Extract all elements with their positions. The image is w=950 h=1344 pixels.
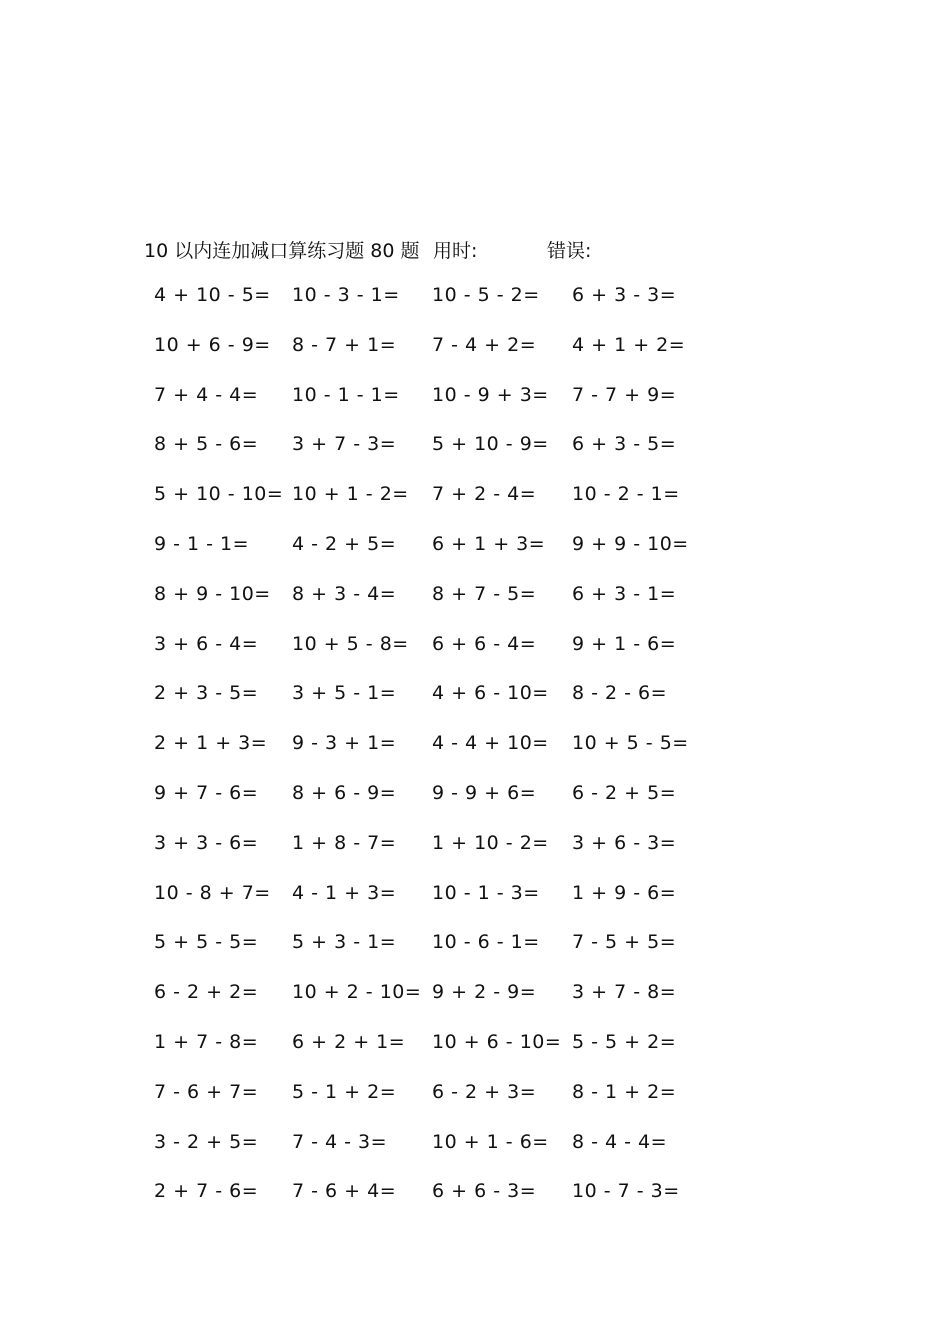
problem-item: 3 + 5 - 1= xyxy=(292,682,397,705)
problem-item: 7 - 6 + 4= xyxy=(292,1180,397,1203)
problem-item: 10 + 6 - 9= xyxy=(154,333,271,356)
problem-row xyxy=(140,384,700,434)
problem-item: 2 + 1 + 3= xyxy=(154,732,268,755)
problem-item: 6 + 3 - 5= xyxy=(572,433,677,456)
problem-item: 10 - 6 - 1= xyxy=(432,931,540,954)
problem-row xyxy=(140,334,700,384)
problem-item: 7 + 4 - 4= xyxy=(154,383,259,406)
problem-item: 6 + 1 + 3= xyxy=(432,532,546,555)
problem-row xyxy=(140,583,700,633)
problem-row xyxy=(140,832,700,882)
problem-item: 9 + 7 - 6= xyxy=(154,781,259,804)
problem-item: 1 + 8 - 7= xyxy=(292,831,397,854)
problem-item: 3 + 6 - 3= xyxy=(572,831,677,854)
problem-item: 7 + 2 - 4= xyxy=(432,483,537,506)
problem-item: 10 + 5 - 8= xyxy=(292,632,409,655)
problem-item: 2 + 3 - 5= xyxy=(154,682,259,705)
problem-item: 9 - 9 + 6= xyxy=(432,781,537,804)
problem-item: 1 + 10 - 2= xyxy=(432,831,549,854)
problem-item: 10 + 5 - 5= xyxy=(572,732,689,755)
problem-row xyxy=(140,483,700,533)
problem-item: 9 + 1 - 6= xyxy=(572,632,677,655)
problem-row xyxy=(140,931,700,981)
problem-item: 5 + 5 - 5= xyxy=(154,931,259,954)
problem-item: 8 - 1 + 2= xyxy=(572,1080,677,1103)
problem-row xyxy=(140,732,700,782)
problem-item: 4 + 1 + 2= xyxy=(572,333,686,356)
problem-item: 6 + 3 - 1= xyxy=(572,582,677,605)
problem-item: 9 - 1 - 1= xyxy=(154,532,250,555)
problem-item: 1 + 9 - 6= xyxy=(572,881,677,904)
problem-item: 8 + 6 - 9= xyxy=(292,781,397,804)
problem-item: 10 - 2 - 1= xyxy=(572,483,680,506)
problem-item: 6 - 2 + 2= xyxy=(154,981,259,1004)
problem-item: 6 + 6 - 3= xyxy=(432,1180,537,1203)
problem-item: 8 + 9 - 10= xyxy=(154,582,271,605)
problem-row xyxy=(140,1031,700,1081)
problem-item: 9 - 3 + 1= xyxy=(292,732,397,755)
problem-item: 10 + 1 - 2= xyxy=(292,483,409,506)
problem-item: 7 - 7 + 9= xyxy=(572,383,677,406)
problem-row xyxy=(140,682,700,732)
problem-item: 5 + 3 - 1= xyxy=(292,931,397,954)
problem-item: 7 - 4 - 3= xyxy=(292,1130,388,1153)
problem-item: 6 + 3 - 3= xyxy=(572,284,677,306)
problem-item: 6 + 2 + 1= xyxy=(292,1030,406,1053)
problem-item: 3 - 2 + 5= xyxy=(154,1130,259,1153)
problem-item: 5 + 10 - 9= xyxy=(432,433,549,456)
problem-row xyxy=(140,533,700,583)
problem-item: 6 - 2 + 5= xyxy=(572,781,677,804)
problem-grid xyxy=(140,284,700,1230)
problem-item: 4 - 2 + 5= xyxy=(292,532,397,555)
problem-item: 10 - 5 - 2= xyxy=(432,284,540,306)
problem-item: 10 - 3 - 1= xyxy=(292,284,400,306)
problem-item: 4 + 10 - 5= xyxy=(154,284,271,306)
problem-item: 3 + 7 - 8= xyxy=(572,981,677,1004)
problem-item: 1 + 7 - 8= xyxy=(154,1030,259,1053)
problem-item: 8 - 2 - 6= xyxy=(572,682,668,705)
problem-row xyxy=(140,1180,700,1230)
problem-item: 3 + 6 - 4= xyxy=(154,632,259,655)
problem-item: 10 - 7 - 3= xyxy=(572,1180,680,1203)
problem-item: 6 - 2 + 3= xyxy=(432,1080,537,1103)
problem-row xyxy=(140,1131,700,1181)
time-label: 用时: xyxy=(433,240,478,262)
problem-item: 4 + 6 - 10= xyxy=(432,682,549,705)
problem-item: 10 - 1 - 1= xyxy=(292,383,400,406)
problem-row xyxy=(140,284,700,334)
problem-item: 8 - 4 - 4= xyxy=(572,1130,668,1153)
problem-item: 10 + 2 - 10= xyxy=(292,981,422,1004)
problem-row xyxy=(140,433,700,483)
problem-row xyxy=(140,782,700,832)
problem-item: 2 + 7 - 6= xyxy=(154,1180,259,1203)
worksheet-header xyxy=(144,236,784,266)
problem-item: 10 - 8 + 7= xyxy=(154,881,271,904)
problem-row xyxy=(140,633,700,683)
problem-item: 5 - 1 + 2= xyxy=(292,1080,397,1103)
problem-item: 8 + 5 - 6= xyxy=(154,433,259,456)
errors-label: 错误: xyxy=(547,240,592,262)
problem-item: 10 - 1 - 3= xyxy=(432,881,540,904)
problem-item: 4 - 4 + 10= xyxy=(432,732,549,755)
problem-item: 8 - 7 + 1= xyxy=(292,333,397,356)
problem-item: 10 + 1 - 6= xyxy=(432,1130,549,1153)
problem-item: 3 + 3 - 6= xyxy=(154,831,259,854)
problem-item: 4 - 1 + 3= xyxy=(292,881,397,904)
problem-item: 7 - 4 + 2= xyxy=(432,333,537,356)
problem-item: 9 + 2 - 9= xyxy=(432,981,537,1004)
problem-item: 5 - 5 + 2= xyxy=(572,1030,677,1053)
problem-row xyxy=(140,882,700,932)
problem-row xyxy=(140,981,700,1031)
worksheet-title: 10 以内连加减口算练习题 80 题 xyxy=(144,240,420,262)
problem-item: 7 - 5 + 5= xyxy=(572,931,677,954)
problem-item: 7 - 6 + 7= xyxy=(154,1080,259,1103)
problem-item: 10 + 6 - 10= xyxy=(432,1030,562,1053)
problem-item: 10 - 9 + 3= xyxy=(432,383,549,406)
problem-row xyxy=(140,1081,700,1131)
problem-item: 8 + 7 - 5= xyxy=(432,582,537,605)
problem-item: 5 + 10 - 10= xyxy=(154,483,284,506)
problem-item: 9 + 9 - 10= xyxy=(572,532,689,555)
problem-item: 6 + 6 - 4= xyxy=(432,632,537,655)
problem-item: 3 + 7 - 3= xyxy=(292,433,397,456)
problem-item: 8 + 3 - 4= xyxy=(292,582,397,605)
